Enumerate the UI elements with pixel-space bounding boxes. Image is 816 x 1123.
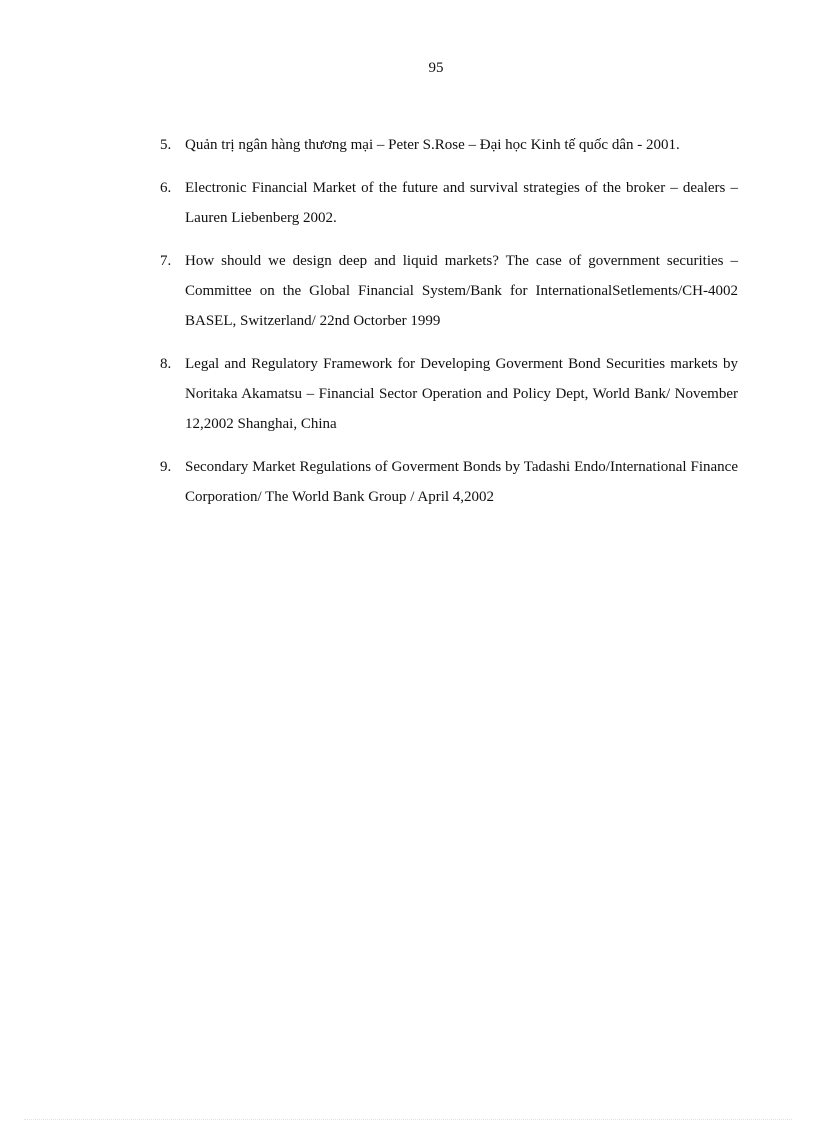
reference-item [160, 130, 738, 160]
reference-number: 9. [160, 459, 172, 475]
reference-list [160, 130, 738, 525]
reference-item [160, 173, 738, 233]
reference-number: 8. [160, 356, 172, 372]
reference-text: Electronic Financial Market of the future and survival strategies of the broker – dealers – Lauren Liebenberg 2002. [185, 180, 738, 226]
reference-number: 7. [160, 253, 172, 269]
reference-item [160, 246, 738, 336]
reference-number: 5. [160, 137, 172, 153]
reference-number: 6. [160, 180, 172, 196]
page-bottom-rule [24, 1119, 792, 1120]
reference-item [160, 349, 738, 439]
reference-text: Legal and Regulatory Framework for Developing Goverment Bond Securities markets by Noritaka Akamatsu – Financial Sector Operation and Policy Dept, World Bank/ November 12,2002 Shanghai, China [185, 356, 738, 432]
reference-text: How should we design deep and liquid markets? The case of government securities – Committee on the Global Financial System/Bank for InternationalSetlements/CH-4002 BASEL, Switzerland/ 22nd Octorber 1999 [185, 253, 738, 329]
page-number: 95 [428, 60, 444, 76]
reference-item [160, 452, 738, 512]
reference-text: Secondary Market Regulations of Goverment Bonds by Tadashi Endo/International Finance Corporation/ The World Bank Group / April 4,2002 [185, 459, 738, 505]
reference-text: Quản trị ngân hàng thương mại – Peter S.Rose – Đại học Kinh tế quốc dân - 2001. [185, 137, 680, 153]
